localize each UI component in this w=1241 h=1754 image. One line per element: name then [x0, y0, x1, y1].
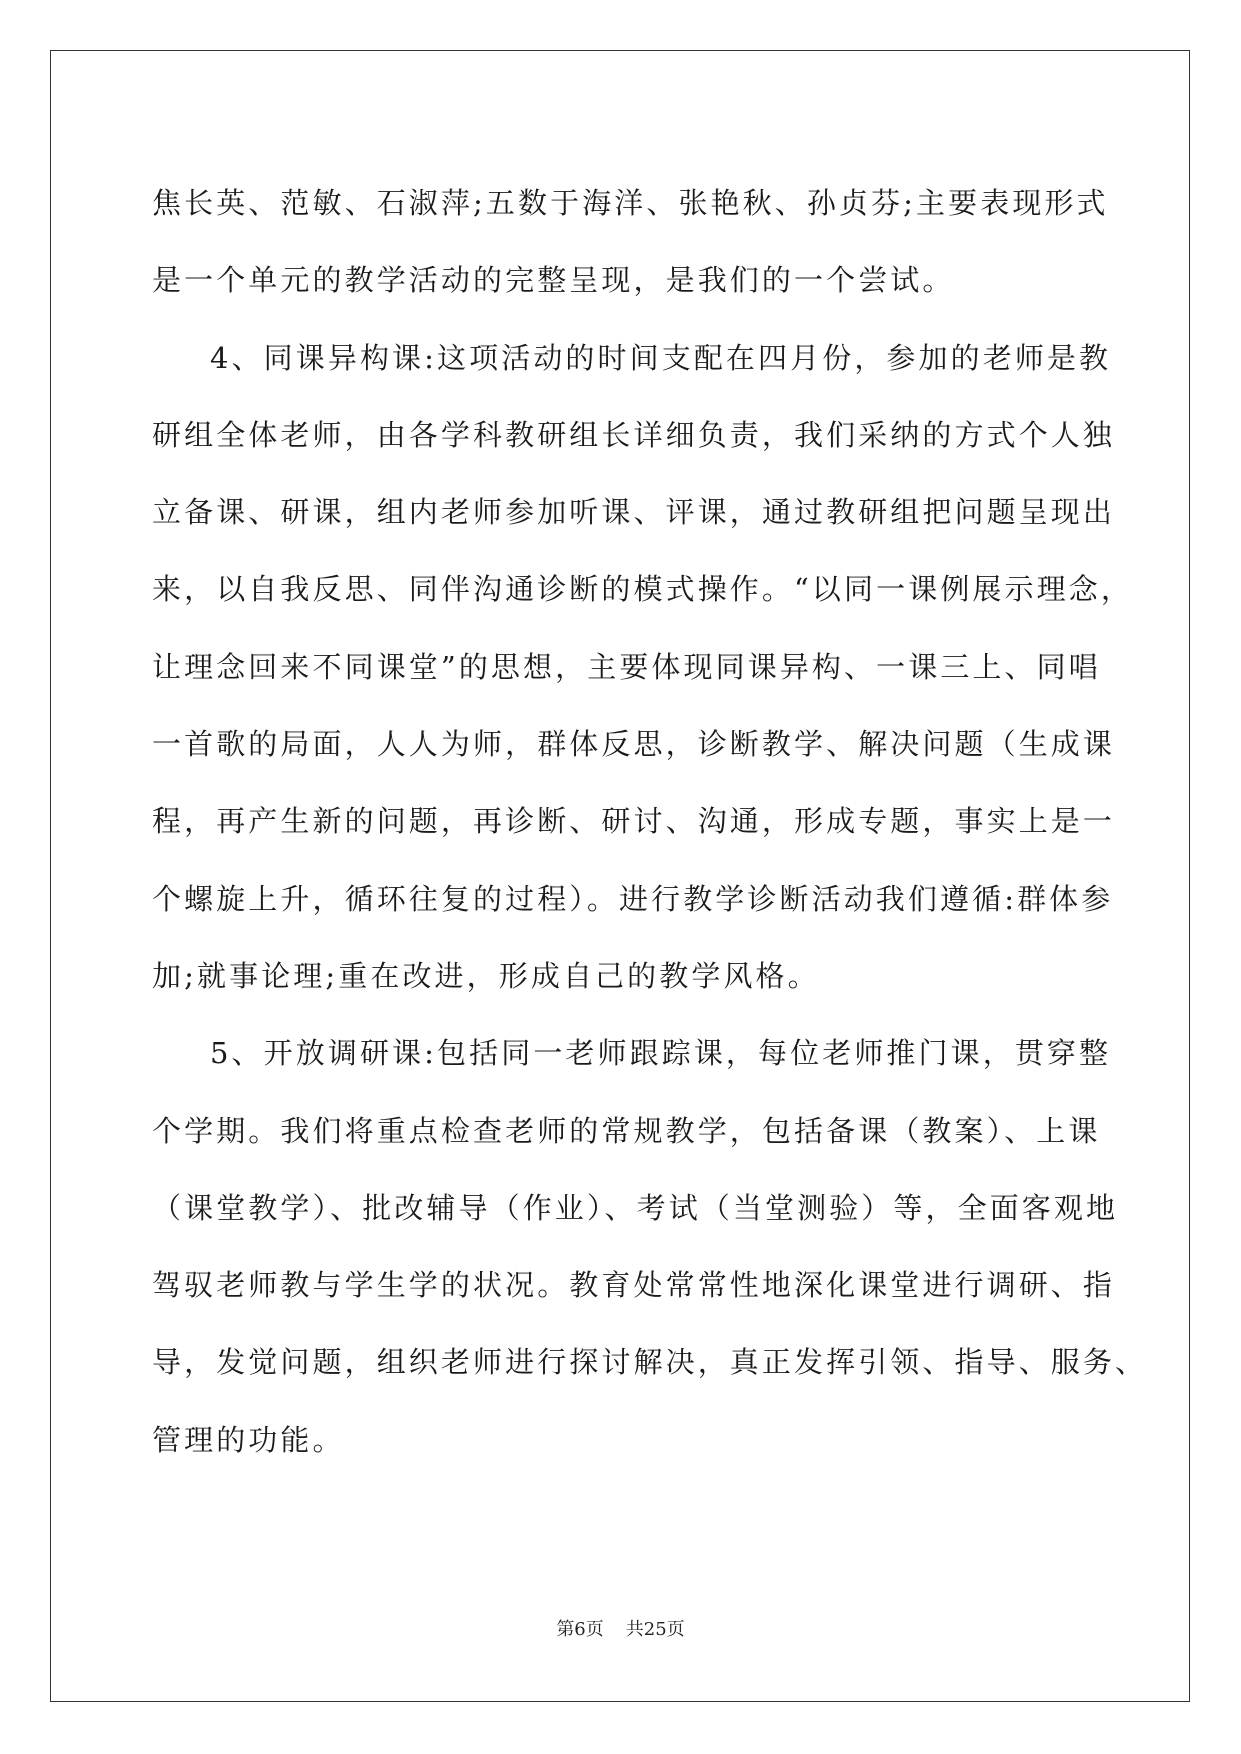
text-line: 导，发觉问题，组织老师进行探讨解决，真正发挥引领、指导、服务、 [152, 1345, 1148, 1380]
paragraph-start-line: 5、开放调研课:包括同一老师跟踪课，每位老师推门课，贯穿整 [210, 1036, 1112, 1071]
text-line: 驾驭老师教与学生学的状况。教育处常常性地深化课堂进行调研、指 [152, 1268, 1116, 1303]
text-line: 一首歌的局面，人人为师，群体反思，诊断教学、解决问题（生成课 [152, 727, 1116, 762]
text-line: （课堂教学）、批改辅导（作业）、考试（当堂测验）等，全面客观地 [152, 1190, 1119, 1225]
text-line: 加;就事论理;重在改进，形成自己的教学风格。 [152, 958, 820, 993]
page-total: 共25页 [625, 1619, 685, 1640]
text-line: 焦长英、范敏、石淑萍;五数于海洋、张艳秋、孙贞芬;主要表现形式 [152, 186, 1109, 220]
text-line: 让理念回来不同课堂”的思想，主要体现同课异构、一课三上、同唱 [152, 649, 1101, 684]
text-line: 程，再产生新的问题，再诊断、研讨、沟通，形成专题，事实上是一 [152, 804, 1116, 839]
text-line: 管理的功能。 [152, 1422, 345, 1457]
text-line: 研组全体老师，由各学科教研组长详细负责，我们采纳的方式个人独 [152, 417, 1116, 452]
text-line: 个螺旋上升，循环往复的过程）。进行教学诊断活动我们遵循:群体参 [152, 881, 1114, 916]
text-line: 立备课、研课，组内老师参加听课、评课，通过教研组把问题呈现出 [152, 495, 1116, 530]
text-line: 来，以自我反思、同伴沟通诊断的模式操作。“以同一课例展示理念， [152, 572, 1133, 607]
page-footer [0, 1618, 1241, 1642]
paragraph-start-line: 4、同课异构课:这项活动的时间支配在四月份，参加的老师是教 [210, 340, 1112, 375]
text-line: 是一个单元的教学活动的完整呈现，是我们的一个尝试。 [152, 263, 955, 298]
document-body [152, 165, 1148, 1479]
text-line: 个学期。我们将重点检查老师的常规教学，包括备课（教案）、上课 [152, 1113, 1101, 1148]
page-number: 第6页 [556, 1619, 604, 1640]
